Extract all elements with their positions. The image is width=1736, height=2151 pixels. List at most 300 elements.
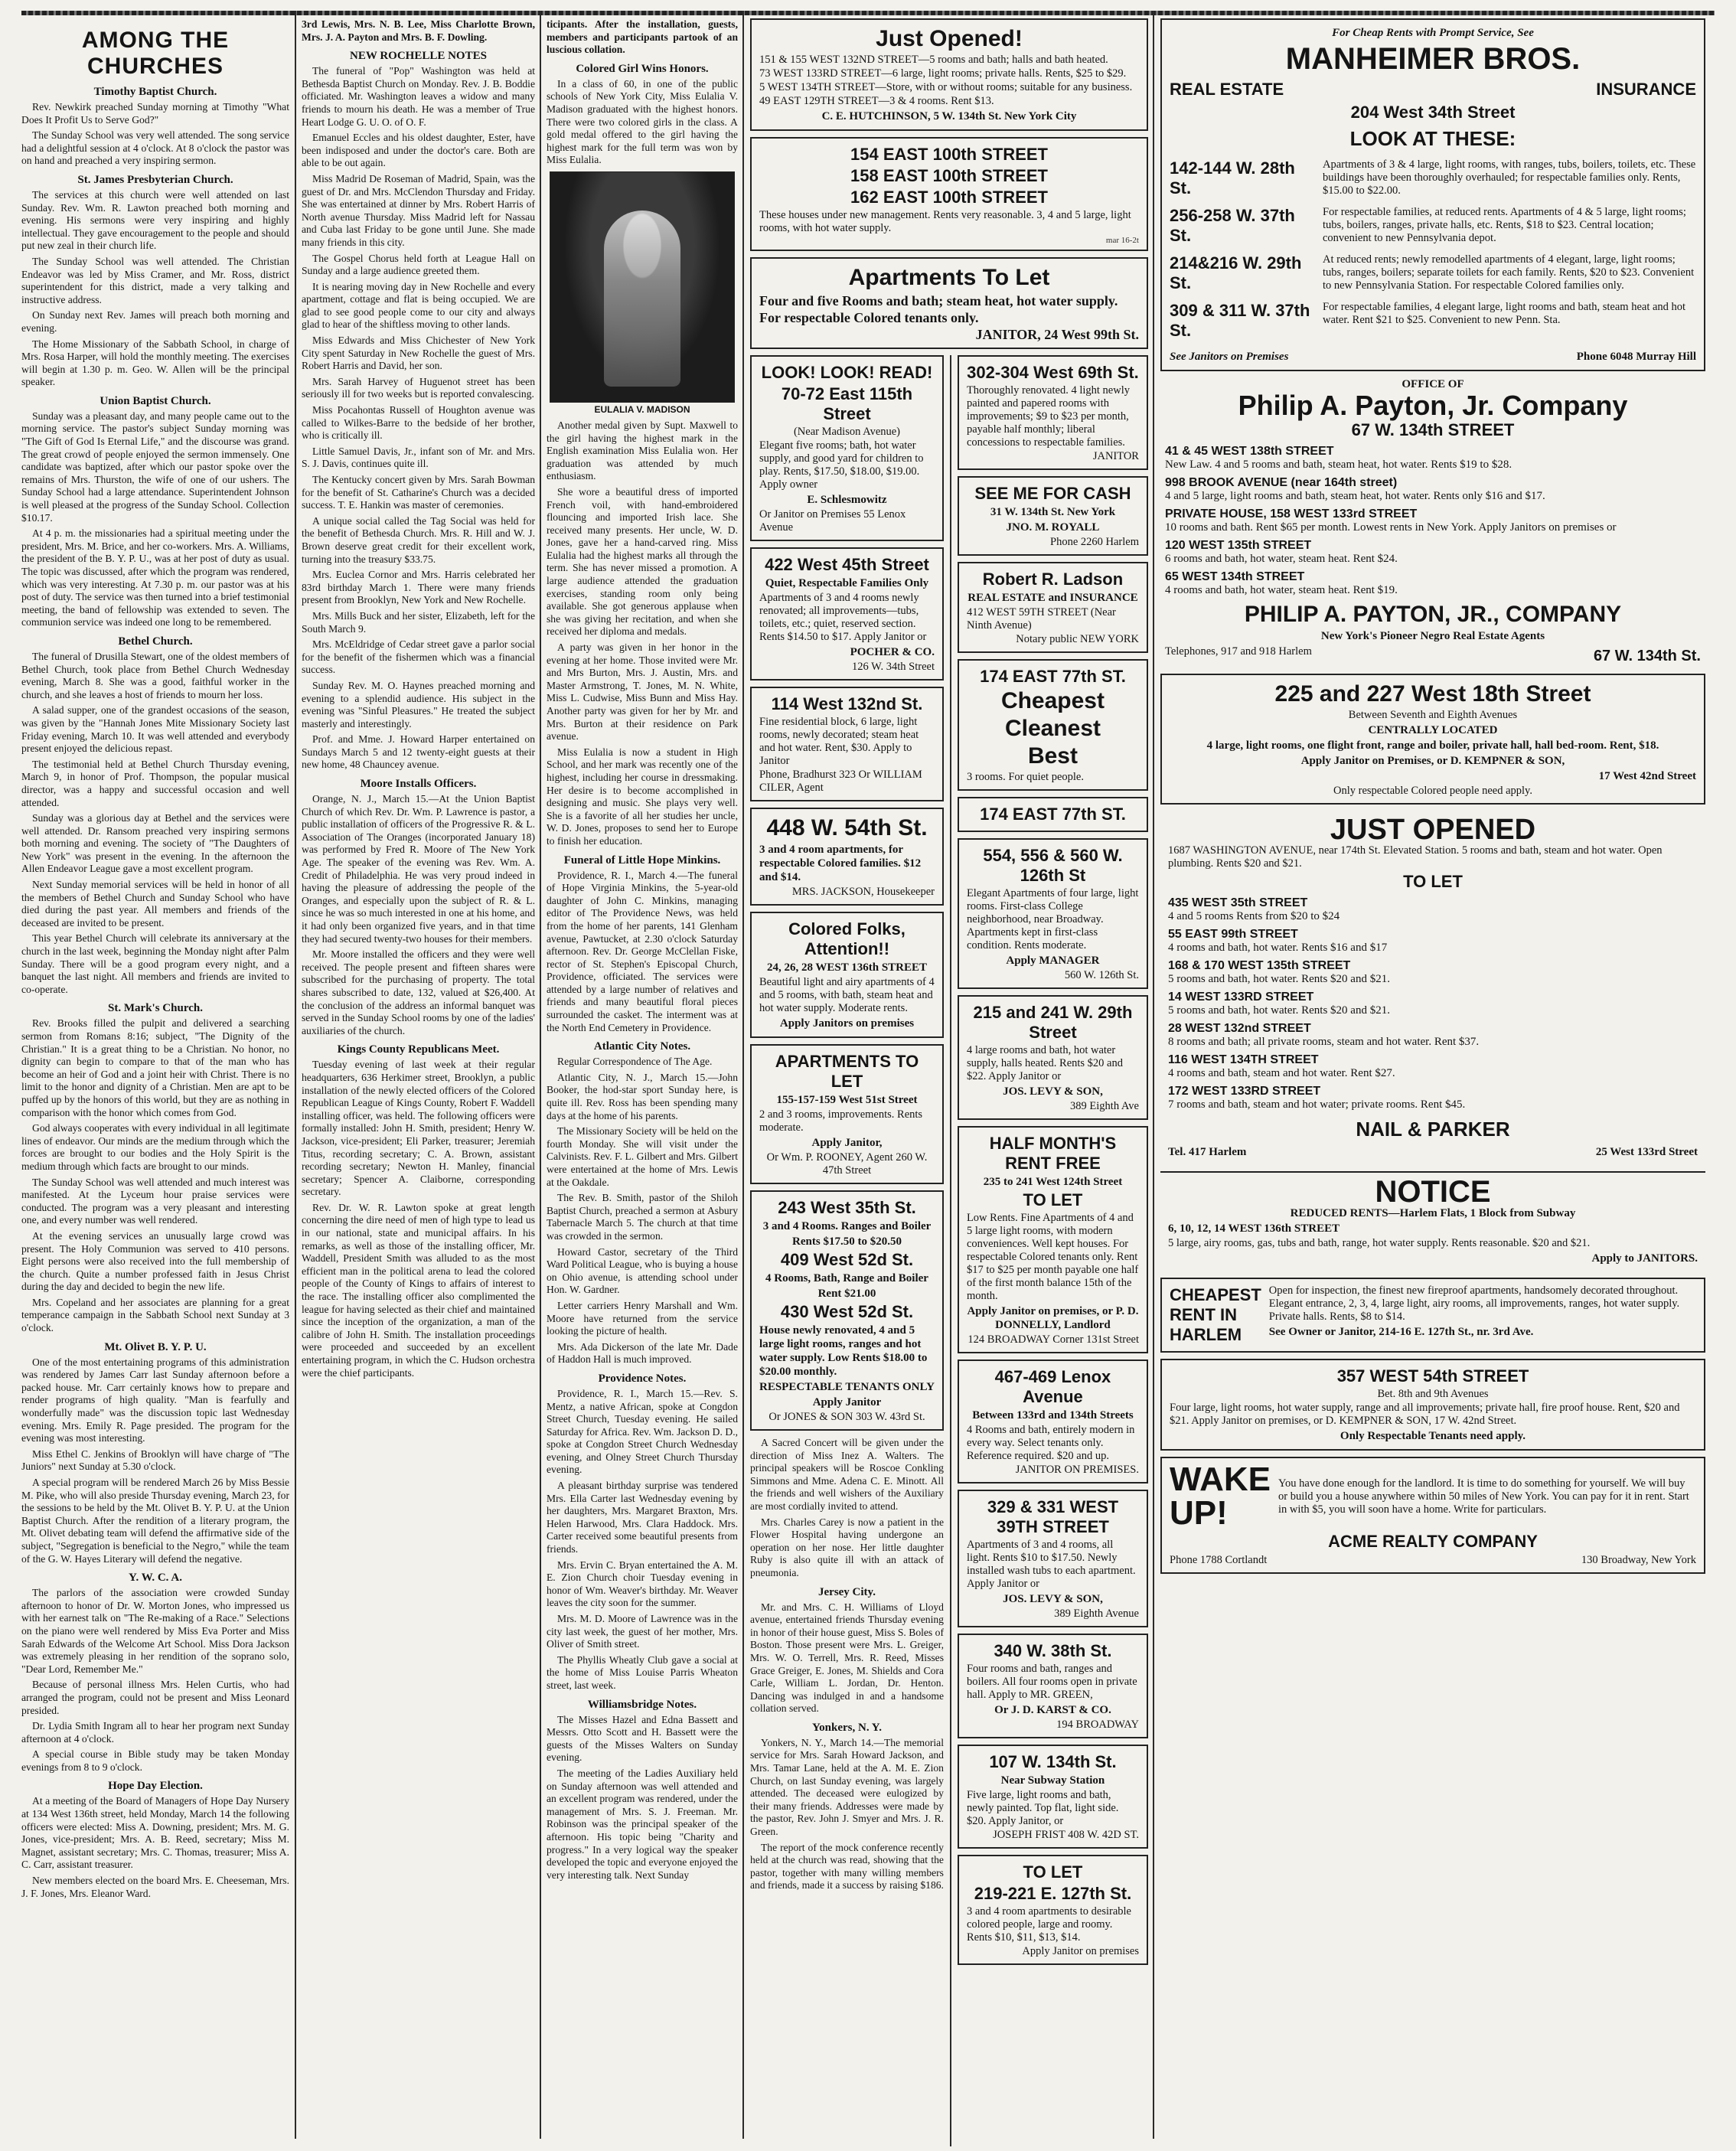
ad-text: These houses under new management. Rents very reasonable. 3, 4 and 5 large, light rooms, with hot water supply.: [759, 209, 1131, 234]
ad-subtext: 24, 26, 28 WEST 136th STREET: [766, 961, 928, 974]
ad-footer: 194 BROADWAY: [1056, 1719, 1139, 1731]
ad-ad12: [958, 1745, 1148, 1849]
ad-text: Beautiful light and airy apartments of 4 and 5 rooms, with bath, steam heat and hot water supply. Moderate rents.: [759, 976, 935, 1014]
ad-listing-line: 243 West 35th St.: [778, 1198, 916, 1217]
ad-heading: PHILIP A. PAYTON, JR., COMPANY: [1244, 602, 1622, 627]
ad-footer: Only Respectable Tenants need apply.: [1340, 1430, 1526, 1442]
article-paragraph: This year Bethel Church will celebrate its anniversary at the church in the last week, beginning the Monday night after Palm Sunday. There will be a good program every night, and a banquet the last night. All members and friends are invited to co-operate.: [21, 932, 289, 995]
article-paragraph: The Kentucky concert given by Mrs. Sarah Bowman for the benefit of St. Catharine's Church was a decided success. T. E. Hankin was master of ceremonies.: [302, 474, 535, 511]
masthead-border: [21, 11, 1715, 15]
listing-row: [1168, 1085, 1698, 1111]
listing-address: 309 & 311 W. 37th St.: [1170, 301, 1310, 340]
article-heading: Timothy Baptist Church.: [93, 86, 217, 98]
article-heading: Jersey City.: [818, 1585, 876, 1598]
ad-listing-line: Cheapest: [1000, 688, 1105, 713]
listing-address: 65 WEST 134th STREET: [1165, 570, 1305, 583]
ad-footer: 389 Eighth Ave: [1070, 1100, 1139, 1112]
ad-heading: HALF MONTH'S RENT FREE: [989, 1134, 1117, 1173]
ad-heading: 554, 556 & 560 W. 126th St: [983, 846, 1123, 885]
ad-contact: JOS. LEVY & SON,: [1003, 1593, 1103, 1605]
article-paragraph: A special course in Bible study may be taken Monday evenings from 8 to 9 o'clock.: [21, 1748, 289, 1773]
ad-text: House newly renovated, 4 and 5 large light rooms, ranges and hot water supply. Low Rents $18.00 to $20.00 monthly.: [759, 1324, 928, 1378]
ad-115th-street: [750, 355, 944, 541]
ad-just-opened: [750, 18, 1148, 131]
article-paragraph: Rev. Newkirk preached Sunday morning at Timothy "What Does It Profit Us to Serve God?": [21, 101, 289, 126]
ad-subtext: Between 133rd and 134th Streets: [972, 1409, 1134, 1421]
section-title: AMONG THE CHURCHES: [81, 28, 230, 79]
ad-listing-line: 5 WEST 134TH STREET—Store, with or without rooms; suitable for any business.: [759, 81, 1133, 93]
column-ads-c: [1160, 18, 1705, 2146]
ad-51st-street: [750, 1044, 944, 1184]
article-heading: Bethel Church.: [118, 635, 193, 648]
ad-ad11: [958, 1634, 1148, 1738]
ad-text: 4 Rooms and bath, entirely modern in every way. Select tenants only. Reference required. $20 and up.: [966, 1424, 1135, 1462]
ad-text: You have done enough for the landlord. It is time to do something for yourself. We will buy or build you a house anywhere within 50 miles of New York. You can pay for it in rent. Start in with $5, you will soon have a home. Write for particulars.: [1278, 1477, 1689, 1516]
article-paragraph: Mrs. McEldridge of Cedar street gave a parlor social for the benefit of the fishermen which was a financial success.: [302, 638, 535, 676]
article-paragraph: A pleasant birthday surprise was tendered Mrs. Ella Carter last Wednesday evening by her daughters, Mrs. Margaret Braxton, Mrs. Helen Harwood, Mrs. Clara Haddock. Mrs. Carter received some beautiful presents from friends.: [547, 1480, 738, 1555]
article-paragraph: A unique social called the Tag Social was held for the benefit of Bethesda Church. Mrs. R. Hill and W. J. Brown deserve great credit for their excellent work, turning into the treasury $33.75.: [302, 514, 535, 565]
ad-subheading: 219-221 E. 127th St.: [974, 1884, 1132, 1903]
ad-subtext: Quiet, Respectable Families Only: [765, 577, 929, 589]
ad-contact: Apply Janitor: [812, 1396, 882, 1408]
ad-357-54th-street: [1160, 1359, 1705, 1451]
ad-subtext: INSURANCE: [1596, 80, 1696, 99]
ad-contact: JNO. M. ROYALL: [1006, 521, 1100, 534]
ad-100th-street: [750, 137, 1148, 251]
photo-caption: EULALIA V. MADISON: [594, 403, 690, 415]
column-girl-honors: [547, 18, 738, 2146]
ad-address: 17 West 42nd Street: [1598, 770, 1696, 782]
listing-address: 435 WEST 35th STREET: [1168, 896, 1308, 909]
article-paragraph: Emanuel Eccles and his oldest daughter, Ester, have been indisposed and under the doctor's care. Both are able to be out again.: [302, 132, 535, 169]
ad-heading: APARTMENTS TO LET: [775, 1052, 919, 1091]
column-new-rochelle: [302, 18, 535, 2146]
listing-description: For respectable families, at reduced rents. Apartments of 4 & 5 large, light rooms; tubs, boilers, ranges, private halls, etc. Rents, $18 to $23. Central location; convenient to new Pennsylvania depot.: [1323, 206, 1686, 244]
article-heading: Mt. Olivet B. Y. P. U.: [104, 1340, 207, 1353]
ad-text: Four and five Rooms and bath; steam heat, hot water supply. For respectable Colored tenants only.: [759, 293, 1118, 325]
article-paragraph: Rev. Dr. W. R. Lawton spoke at great length concerning the dire need of men of high type to lead us in our national, state and municipal affairs. In his remarks, as well as those of the installing officer, Mr. Waddell, President Smith was alluded to as the most efficient man in the political arena to lead the colored people of the County of Kings to affairs of interest to the race. The installing officer also complimented the league for having selected as their chief and maintained since the inception of the organization, a man of the calibre of John H. Smith. The installation proceedings were proceeded and succeeded by an excellent entertaining program, in which the C. Hudson orchestra were the chief participants.: [302, 1201, 535, 1379]
ad-ad8: [958, 1126, 1148, 1353]
ad-tagline: New York's Pioneer Negro Real Estate Agents: [1320, 630, 1545, 642]
ad-contact: Apply Janitor,: [811, 1137, 883, 1149]
ad-apartments-to-let: [750, 257, 1148, 349]
listing-address: 172 WEST 133RD STREET: [1168, 1085, 1321, 1098]
ad-address: 67 W. 134th St.: [1593, 648, 1701, 664]
ad-ad4: [958, 659, 1148, 791]
listing-description: Apartments of 3 & 4 large, light rooms, with ranges, tubs, boilers, toilets, etc. These buildings have been thoroughly overhauled; for respectable families only. Rents, $15.00 to $22.00.: [1323, 158, 1696, 197]
article-paragraph: Providence, R. I., March 4.—The funeral of Hope Virginia Minkins, the 5-year-old daughter of John C. Minkins, managing editor of The Providence News, was held from the home of her parents, 141 Glenham avenue, Pawtucket, at 2.30 o'clock Saturday afternoon. Rev. Dr. George McClellan Fiske, rector of St. Stephen's Episcopal Church, Providence, officiated. The services were attended by a large number of relatives and friends and many beautiful floral pieces surrounded the casket. The interment was at the North End Cemetery in Providence.: [547, 869, 738, 1033]
listing-description: 4 rooms and bath, hot water, steam heat. Rent $19.: [1165, 584, 1398, 596]
ad-text: 4 large rooms and bath, hot water supply, halls heated. Rents $20 and $22. Apply Janitor or: [966, 1044, 1123, 1082]
ad-listing-line: 430 West 52d St.: [780, 1302, 914, 1321]
ad-18th-street: [1160, 674, 1705, 805]
ad-subtext: CENTRALLY LOCATED: [1368, 724, 1498, 736]
listing-address: 142-144 W. 28th St.: [1170, 158, 1295, 197]
article-paragraph: Mrs. Euclea Cornor and Mrs. Harris celebrated her 83rd birthday March 1. There were many friends present from Brooklyn, New York and New Rochelle.: [302, 569, 535, 606]
ad-wake-up: [1160, 1457, 1705, 1574]
listing-row: [1165, 508, 1701, 534]
ad-listing-line: 151 & 155 WEST 132ND STREET—5 rooms and bath; halls and bath heated.: [759, 54, 1108, 66]
article-paragraph: Regular Correspondence of The Age.: [557, 1056, 713, 1068]
ad-phone: Phone 6048 Murray Hill: [1576, 351, 1696, 363]
listing-address: 55 EAST 99th STREET: [1168, 928, 1298, 941]
article-heading: Moore Installs Officers.: [360, 778, 477, 791]
ad-text: Open for inspection, the finest new fireproof apartments, handsomely decorated throughout. Elegant entrance, 2, 3, 4, large light, airy rooms, all improvements, ranges, hot water supply. Private halls. Rents, $8 to $14.: [1268, 1284, 1680, 1323]
ad-54th-street: [750, 808, 944, 906]
article-paragraph: Sunday was a glorious day at Bethel and the services were well attended. Dr. Ransom preached very inspiring sermons both morning and evening. The society of "The Daughters of New York" was present in the evening. In the afternoon the Allen Endeavor League gave a most excellent program.: [21, 812, 289, 875]
article-paragraph: At 4 p. m. the missionaries had a spiritual meeting under the president, Mrs. M. Brice, and her co-workers. Mrs. A. Williams, the president of the B. Y. P. U., was at her post of duty as usual. The topic was discussed, after which the program was rendered, which was very interesting. At 7.30 p. m. our pastor was at his post of duty. The service was then turned into a brief testimonial meeting, the band of fellowship was extended to seven. The communion service was indeed one long to be remembered.: [21, 527, 289, 628]
article-paragraph: One of the most entertaining programs of this administration was rendered by James Carr last Sunday afternoon before a packed house. Mr. Carr certainly knows how to prepare and render programs of high quality. "Man is fearfully and wonderfully made" was the discussion topic last Wednesday evening. Mrs. Emily R. Page presided. The program for the evening was most interesting.: [21, 1356, 289, 1444]
ad-contact: NAIL & PARKER: [1356, 1118, 1510, 1141]
article-paragraph: Mrs. Ada Dickerson of the late Mr. Dade of Haddon Hall is much improved.: [547, 1340, 738, 1366]
listing-description: 4 and 5 rooms Rents from $20 to $24: [1168, 910, 1340, 922]
ad-footer: 124 BROADWAY Corner 131st Street: [968, 1333, 1139, 1346]
ad-footer: MRS. JACKSON, Housekeeper: [791, 886, 935, 898]
article-heading: NEW ROCHELLE NOTES: [350, 50, 487, 63]
listing-row: [1165, 445, 1701, 472]
ad-subtext: 155-157-159 West 51st Street: [776, 1094, 918, 1106]
ad-text: Apartments of 3 and 4 rooms newly renovated; all improvements—tubs, toilets, etc.; quiet, reserved section. Rents $14.50 to $17. Apply Janitor or: [759, 592, 927, 643]
listing-address: 168 & 170 WEST 135th STREET: [1168, 959, 1351, 972]
ad-heading: 174 EAST 77th ST.: [980, 805, 1126, 824]
article-paragraph: Sunday Rev. M. O. Haynes preached morning and evening to a splendid audience. His subject in the evening was "Sinful Pleasures." He treated the subject masterly and interestingly.: [302, 679, 535, 730]
intro-text: 3rd Lewis, Mrs. N. B. Lee, Miss Charlotte Brown, Mrs. J. A. Payton and Mrs. B. F. Dowling.: [302, 18, 535, 43]
ad-tagline: For Cheap Rents with Prompt Service, See: [1332, 27, 1534, 39]
article-paragraph: Another medal given by Supt. Maxwell to the girl having the highest mark in the English examination Miss Eulalia won. Her graduation was attended by much enthusiasm.: [547, 419, 738, 482]
listing-row: [1168, 959, 1698, 986]
article-paragraph: Miss Eulalia is now a student in High School, and her mark was recently one of the highest, including her course in dressmaking. Her desire is to become accomplished in designing and music. She plays very well. She is a favorite of all her studies her uncle, W. D. Jones, proposes to send her to Europe to finish her education.: [547, 746, 738, 847]
article-paragraph: Next Sunday memorial services will be held in honor of all the members of Bethel Church and Sunday School who have died during the past year. All members and friends of the deceased are invited to be present.: [21, 879, 289, 929]
listing-address: 256-258 W. 37th St.: [1170, 206, 1295, 245]
ad-footer: Only respectable Colored people need apply.: [1333, 785, 1532, 797]
ad-phone: Phone 1788 Cortlandt: [1170, 1554, 1268, 1566]
ad-nail-parker: [1160, 811, 1705, 1165]
ad-ad2: [958, 476, 1148, 556]
ad-contact: JOS. LEVY & SON,: [1003, 1085, 1103, 1098]
ad-address: 70-72 East 115th Street: [781, 384, 913, 423]
article-paragraph: The Rev. B. Smith, pastor of the Shiloh Baptist Church, preached a sermon at Asbury Tabernacle March 5. The church at that time was crowded in the sermon.: [547, 1192, 738, 1242]
article-heading: St. James Presbyterian Church.: [77, 173, 233, 186]
column-rule: [950, 355, 951, 2146]
ad-132nd-street: [750, 687, 944, 801]
newspaper-page: [21, 11, 1715, 2139]
listing-row: [1165, 539, 1701, 566]
article-heading: Atlantic City Notes.: [593, 1040, 691, 1053]
article-paragraph: The report of the mock conference recently held at the church was read, showing that the pastor, together with many willing members and friends, made it a success by raising $186.: [750, 1841, 944, 1892]
ad-listing-line: 4 Rooms, Bath, Range and Boiler: [765, 1272, 928, 1284]
listing-description: 6 rooms and bath, hot water, steam heat. Rent $24.: [1165, 553, 1398, 565]
ad-heading: Robert R. Ladson: [982, 570, 1124, 589]
article-paragraph: In a class of 60, in one of the public schools of New York City, Miss Eulalia V. Madison graduated with the highest honors. There were two colored girls in the class. A gold medal offered to the girl having the highest mark for the full term was won by Miss Eulalia.: [547, 77, 738, 166]
ad-address: 6, 10, 12, 14 WEST 136th STREET: [1168, 1222, 1340, 1235]
column-ads-b: [958, 355, 1148, 2146]
listing-row: [1168, 928, 1698, 955]
ad-heading: 340 W. 38th St.: [994, 1641, 1112, 1660]
ad-ad5: [958, 797, 1148, 832]
ad-contact: E. Schlesmowitz: [807, 494, 887, 506]
listing-description: 5 rooms and bath, hot water. Rents $20 and $21.: [1168, 1004, 1390, 1017]
ad-footer: 389 Eighth Avenue: [1054, 1608, 1139, 1620]
listing-row: [1168, 991, 1698, 1017]
ad-heading: Colored Folks, Attention!!: [788, 919, 906, 958]
ad-footer: Phone 2260 Harlem: [1050, 536, 1139, 548]
ad-colored-folks: [750, 912, 944, 1038]
ad-subtext: REDUCED RENTS—Harlem Flats, 1 Block from Subway: [1290, 1207, 1576, 1219]
listing-description: 8 rooms and bath; all private rooms, steam and hot water. Rent $37.: [1168, 1036, 1480, 1048]
ad-code: mar 16-2t: [1105, 236, 1139, 245]
ad-address: 154 EAST 100th STREET: [850, 145, 1048, 164]
article-heading: Funeral of Little Hope Minkins.: [563, 854, 721, 867]
ad-footer: JANITOR ON PREMISES.: [1015, 1464, 1139, 1476]
listing-address: 116 WEST 134TH STREET: [1168, 1053, 1319, 1066]
listing-address: 998 BROOK AVENUE (near 164th street): [1165, 476, 1398, 489]
ad-heading: JUST OPENED: [1330, 814, 1536, 846]
ad-subtext: RESPECTABLE TENANTS ONLY: [759, 1381, 935, 1393]
listing-row: [1168, 896, 1698, 923]
article-paragraph: Miss Pocahontas Russell of Houghton avenue was called to Wilkes-Barre to the bedside of her brother, who is critically ill.: [302, 404, 535, 442]
ad-heading: 357 WEST 54th STREET: [1336, 1366, 1529, 1386]
article-paragraph: Rev. Brooks filled the pulpit and delivered a searching sermon from Romans 8:16; subject, "The Dignity of the Christian." It is a great thing to be a Christian. No honor, no dignity can begin to compare to that of the man who has become an heir of God and a joint heir with Christ. There is no limit to the honor and dignity of a Christian. Men are apt to be puffed up by the honors of this world, but they are as nothing in comparison with the honor which comes from God.: [21, 1017, 289, 1118]
article-paragraph: Mrs. Charles Carey is now a patient in the Flower Hospital having undergone an operation on her nose. Her little daughter Ruby is also quite ill with an attack of pneumonia.: [750, 1516, 944, 1578]
ad-listing-line: 73 WEST 133RD STREET—6 large, light rooms; private halls. Rents, $25 to $29.: [759, 67, 1127, 80]
column-rule: [540, 11, 541, 2139]
article-paragraph: A party was given in her honor in the evening at her home. Those invited were Mr. and Mrs Burton, Mrs. J. Austin, Mrs. and Master Armstrong, T. Jones, M. N. White, Miss L. Cudwise, Miss Bunn and Miss Hay. Another party was given for her by Mr. and Mrs. Burton at their residence on Park avenue.: [547, 641, 738, 743]
ad-text: Apartments of 3 and 4 rooms, all light. Rents $10 to $17.50. Newly installed wash tubs to each apartment. Apply Janitor or: [966, 1539, 1136, 1590]
ad-heading: 302-304 West 69th St.: [967, 363, 1139, 382]
ad-heading: WAKE UP!: [1170, 1461, 1271, 1532]
ad-heading: 215 and 241 W. 29th Street: [973, 1003, 1133, 1042]
ad-footer: Phone, Bradhurst 323 Or WILLIAM CILER, Agent: [759, 769, 922, 794]
article-paragraph: The parlors of the association were crowded Sunday afternoon to honor of Dr. W. Morton Jones, who impressed us with her earnest talk on "The Re-making of a Race." Selections on the piano were well rendered by Miss Eva Porter and Miss Sarah Edwards of the Welcome Art School. Miss Dora Jackson was extremely pleasing in her rendition of the soprano solo, "Dear Lord, Remember Me.": [21, 1587, 289, 1675]
ad-heading: 329 & 331 WEST 39TH STREET: [987, 1497, 1119, 1536]
listing-address: 28 WEST 132nd STREET: [1168, 1022, 1311, 1035]
ad-listing-line: 174 EAST 77th ST.: [980, 667, 1126, 686]
column-ads-a: [750, 18, 1148, 2146]
ad-ad3: [958, 562, 1148, 653]
ad-text: Elegant five rooms; bath, hot water supply, and good yard for children to play. Rents, $17.50, $18.00, $19.00. Apply owner: [759, 439, 924, 491]
ad-contact: Apply MANAGER: [1006, 955, 1100, 967]
ad-contact: ACME REALTY COMPANY: [1328, 1532, 1538, 1551]
article-paragraph: The Home Missionary of the Sabbath School, in charge of Mrs. Rosa Harper, will hold the monthly meeting. The exercises will begin at 1.30 p. m. Geo. W. Allen will be the principal speaker.: [21, 338, 289, 388]
article-paragraph: Mrs. Sarah Harvey of Huguenot street has been seriously ill for two weeks but is reported convalescing.: [302, 375, 535, 400]
article-paragraph: Providence, R. I., March 15.—Rev. S. Mentz, a native African, spoke at Congdon Street Church, Tuesday evening. He sailed Saturday for Africa. Rev. Wm. Jackson D. D., spoke at Congdon Street Church Wednesday evening, and Olney Street Church Thursday evening.: [547, 1387, 738, 1476]
column-rule: [742, 11, 744, 2139]
ad-ad13: [958, 1855, 1148, 1965]
article-paragraph: At the evening services an unusually large crowd was present. The Holy Communion was served to 410 persons. Eight persons were also received into the full membership of the church. Quite a number professed faith in Jesus Christ during the day and decided to begin the new life.: [21, 1229, 289, 1293]
ad-footer: Or Wm. P. ROONEY, Agent 260 W. 47th Street: [766, 1151, 928, 1177]
ad-footer: Apply Janitor on premises: [1022, 1945, 1139, 1957]
ad-text: Five large, light rooms and bath, newly painted. Top flat, light side. $20. Apply Janitor, or: [966, 1789, 1119, 1827]
listing-description: 4 rooms and bath, steam and hot water. Rent $27.: [1168, 1067, 1395, 1079]
ad-listing-line: Best: [1027, 743, 1078, 769]
article-heading: Union Baptist Church.: [100, 394, 211, 407]
column-rule: [295, 11, 296, 2139]
listing-description: 10 rooms and bath. Rent $65 per month. Lowest rents in New York. Apply Janitors on premises or: [1165, 521, 1617, 534]
ad-subtext: REAL ESTATE and INSURANCE: [968, 592, 1138, 604]
ad-contact: Apply Janitor on premises, or P. D. DONNELLY, Landlord: [967, 1305, 1139, 1331]
ad-subtext: Between Seventh and Eighth Avenues: [1348, 709, 1518, 721]
ad-address: 67 W. 134th STREET: [1351, 420, 1515, 439]
ad-subheading: LOOK AT THESE:: [1349, 127, 1516, 150]
ad-footer: JANITOR, 24 West 99th St.: [975, 327, 1139, 342]
listing-description: New Law. 4 and 5 rooms and bath, steam heat, hot water. Rents $19 to $28.: [1165, 459, 1512, 471]
ad-text: Elegant Apartments of four large, light rooms. First-class College neighborhood, near Broadway. Apartments kept in first-class condition. Rents moderate.: [966, 887, 1139, 951]
ad-text: Thoroughly renovated. 4 light newly painted and papered rooms with improvements; $9 to $23 per month, payable half monthly; liberal concessions to respectable families.: [966, 384, 1130, 449]
ad-subheading: TO LET: [1403, 872, 1463, 891]
ad-heading: CHEAPEST RENT IN HARLEM: [1170, 1285, 1261, 1344]
article-heading: Hope Day Election.: [108, 1780, 203, 1793]
ad-notice: [1160, 1171, 1705, 1271]
article-paragraph: At a meeting of the Board of Managers of Hope Day Nursery at 134 West 136th street, held Monday, March 14 the following officers were elected: Miss A. Downing, president; Mrs. M. G. Jones, vice-president; Mrs. A. B. Reed, secretary; Miss M. Magnet, assistant secretary; Mrs. C. Thomas, treasurer; Miss A. C. Carr, assistant treasurer.: [21, 1795, 289, 1871]
ad-text: 1687 WASHINGTON AVENUE, near 174th St. Elevated Station. 5 rooms and bath, steam and hot water. Open plumbing. Rents $20 and $21.: [1168, 844, 1663, 870]
ad-text: 412 WEST 59TH STREET (Near Ninth Avenue): [966, 606, 1116, 632]
article-paragraph: New members elected on the board Mrs. E. Cheeseman, Mrs. J. F. Jones, Mrs. Eleanor Ward.: [21, 1875, 289, 1899]
article-paragraph: It is nearing moving day in New Rochelle and every apartment, cottage and flat is being occupied. We are glad to see good people come to our city and always glad to hear of the shiftless moving to other lands.: [302, 280, 535, 331]
listing-address: PRIVATE HOUSE, 158 WEST 133rd STREET: [1165, 508, 1418, 521]
listing-description: 5 rooms and bath, hot water. Rents $20 and $21.: [1168, 973, 1390, 985]
listing-row: [1168, 1022, 1698, 1049]
ad-ad6: [958, 838, 1148, 989]
listing-address: 41 & 45 WEST 138th STREET: [1165, 445, 1334, 458]
ad-subtext: OFFICE OF: [1402, 378, 1464, 390]
ad-heading: Apartments To Let: [848, 265, 1050, 290]
article-heading: Colored Girl Wins Honors.: [576, 62, 709, 75]
ad-footer: 126 W. 34th Street: [852, 661, 935, 673]
intro-text: ticipants. After the installation, guests, members and participants partook of an luscious collation.: [547, 18, 738, 56]
article-paragraph: The Misses Hazel and Edna Bassett and Messrs. Otto Scott and H. Bassett were the guests of the Misses Walters on Sunday evening.: [547, 1713, 738, 1764]
ad-address: 204 West 34th Street: [1350, 103, 1516, 122]
ad-heading: NOTICE: [1375, 1175, 1491, 1209]
ad-address: 130 Broadway, New York: [1581, 1554, 1696, 1566]
ad-subtext: (Near Madison Avenue): [793, 426, 901, 438]
ad-manheimer-bros: [1160, 18, 1705, 371]
ad-heading: 114 West 132nd St.: [771, 694, 923, 713]
ad-text: 3 and 4 room apartments to desirable colored people, large and roomy. Rents $10, $11, $13, $14.: [966, 1905, 1131, 1944]
ad-subtext: 31 W. 134th St. New York: [990, 506, 1116, 518]
ad-ad10: [958, 1490, 1148, 1627]
article-paragraph: The Sunday School was well attended. The Christian Endeavor was led by Miss Cramer, and Mr. Ross, district superintendent for this district, made a very talking and instructive address.: [21, 255, 289, 305]
article-paragraph: The Gospel Chorus held forth at League Hall on Sunday and a large audience greeted them.: [302, 252, 535, 277]
ad-contact: Apply Janitor on Premises, or D. KEMPNER & SON,: [1300, 755, 1565, 767]
article-paragraph: Because of personal illness Mrs. Helen Curtis, who had arranged the program, could not be present and Miss Leonard presided.: [21, 1679, 289, 1716]
article-paragraph: Prof. and Mme. J. Howard Harper entertained on Sundays March 5 and 12 twenty-eight guests at their new home, 48 Chauncey avenue.: [302, 733, 535, 771]
ad-subtext: Bet. 8th and 9th Avenues: [1377, 1388, 1489, 1400]
article-paragraph: Howard Castor, secretary of the Third Ward Political League, who is buying a house on Ohio avenue, is attending school under Hon. W. Gardner.: [547, 1245, 738, 1296]
ad-address: 162 EAST 100th STREET: [850, 188, 1048, 207]
ad-text: Four rooms and bath, ranges and boilers. All four rooms open in private hall. Apply to MR. GREEN,: [966, 1663, 1137, 1701]
ad-subheading: TO LET: [1023, 1190, 1083, 1209]
article-paragraph: The Sunday School was well attended and much interest was manifested. At the Lyceum hour praise services were conducted. The program was a very pleasant and interesting one, and every number was well rendered.: [21, 1176, 289, 1226]
article-heading: St. Mark's Church.: [108, 1002, 203, 1015]
listing-description: 4 rooms and bath, hot water. Rents $16 and $17: [1168, 942, 1388, 954]
column-rule: [1153, 11, 1154, 2139]
article-paragraph: Dr. Lydia Smith Ingram all to hear her program next Sunday afternoon at 4 o'clock.: [21, 1720, 289, 1745]
article-paragraph: Mr. Moore installed the officers and they were well received. The people present and fifteen shares were subscribed for the purchasing of property. The total shares subscribed to date, 132, valued at $26,400. At the conclusion of the address an informal banquet was served in the Sunday School rooms by one of the ladies' auxiliaries of the church.: [302, 948, 535, 1036]
listing-address: 120 WEST 135th STREET: [1165, 539, 1312, 552]
listing-description: 7 rooms and bath, steam and hot water; private rooms. Rent $45.: [1168, 1098, 1466, 1111]
ad-contact: POCHER & CO.: [850, 646, 935, 658]
article-paragraph: A special program will be rendered March 26 by Miss Bessie M. Pike, who will also preside Thursday evening, March 23, for the sessions to be held by the Mt. Olivet B. Y. P. U. at the Union Baptist Church. After the rendition of a literary program, the Mt. Olivet debating team will defend the affirmative side of the subject, "Segregation is beneficial to the Negro," while the team of the G. W. Hayes Literary will defend the negative.: [21, 1477, 289, 1565]
ad-address: 158 EAST 100th STREET: [850, 166, 1048, 185]
ad-footer: See Janitors on Premises: [1170, 351, 1289, 363]
portrait-photo: [550, 171, 735, 403]
ad-heading: 467-469 Lenox Avenue: [994, 1367, 1111, 1406]
listing-row: [1170, 301, 1696, 341]
ad-text: 4 large, light rooms, one flight front, range and boiler, private hall, hall bed-room. Rent, $18.: [1206, 739, 1659, 752]
article-paragraph: Mrs. M. D. Moore of Lawrence was in the city last week, the guest of her mother, Mrs. Oliver of Smith street.: [547, 1613, 738, 1650]
ad-footer: JANITOR: [1092, 450, 1139, 462]
ad-payton: [1160, 377, 1705, 667]
article-paragraph: The meeting of the Ladies Auxiliary held on Sunday afternoon was well attended and an excellent program was rendered, under the management of Mrs. S. J. Freeman. Mr. Robinson was the principal speaker of the afternoon. His topic being "Charity and progress." In a very logical way the speaker developed the topic and everyone enjoyed the very interesting talk. Next Sunday: [547, 1767, 738, 1881]
article-heading: Providence Notes.: [598, 1372, 687, 1385]
article-paragraph: Mrs. Ervin C. Bryan entertained the A. M. E. Zion Church choir Tuesday evening in honor of Wm. Weaver's birthday. Mr. Weaver leaves the city soon for the summer.: [547, 1559, 738, 1609]
article-paragraph: Letter carriers Henry Marshall and Wm. Moore have returned from the service looking the picture of health.: [547, 1299, 738, 1337]
ad-footer: See Owner or Janitor, 214-16 E. 127th St., nr. 3rd Ave.: [1268, 1326, 1534, 1338]
ad-text: Fine residential block, 6 large, light rooms, newly decorated; steam heat and hot water. Rent, $30. Apply to Janitor: [759, 716, 919, 767]
ad-subtext: Near Subway Station: [1000, 1774, 1105, 1787]
article-paragraph: Miss Madrid De Roseman of Madrid, Spain, was the guest of Dr. and Mrs. McClendon Thursday and Friday. She was entertained at dinner by Mrs. Robert Harris of North avenue Thursday. Miss Madrid left for Nassau and Cuba last Friday to be gone until June. She made many friends in this city.: [302, 172, 535, 248]
ad-subtext: REAL ESTATE: [1170, 80, 1284, 99]
article-paragraph: The Phyllis Wheatly Club gave a social at the home of Miss Louise Parris Wheaton street, last week.: [547, 1653, 738, 1691]
ad-footer: Apply to JANITORS.: [1591, 1252, 1698, 1265]
ad-heading: 225 and 227 West 18th Street: [1274, 681, 1591, 707]
ad-footer: Or JONES & SON 303 W. 43rd St.: [768, 1411, 925, 1423]
article-paragraph: Tuesday evening of last week at their regular headquarters, 636 Herkimer street, Brooklyn, a public installation of the newly elected officers of the Colored Republican League of Kings County, Robert F. Waddell installing officer, was held. The following officers were formally installed: John H. Smith, president; Henry W. Jackson, vice-president; Eli Parker, treasurer; Jeremiah Titus, recording secretary; C. A. Brown, assistant recording secretary; Newton H. Manley, financial secretary; Spencer A. Claiborne, corresponding secretary.: [302, 1059, 535, 1198]
article-heading: Kings County Republicans Meet.: [337, 1043, 500, 1056]
ad-heading: LOOK! LOOK! READ!: [761, 363, 933, 382]
article-paragraph: The Sunday School was very well attended. The song service had a delightful session at 4 o'clock. At 8 o'clock the pastor was on hand and preached a very inspiring sermon.: [21, 129, 289, 167]
article-paragraph: The funeral of Drusilla Stewart, one of the oldest members of Bethel Church, took place from Bethel Church Wednesday evening, March 8. She was a good, faithful worker in the church, and she leaves a host of friends to mourn her loss.: [21, 650, 289, 700]
ad-text: 3 rooms. For quiet people.: [966, 771, 1084, 783]
listing-description: 4 and 5 large, light rooms and bath, steam heat, hot water. Rents only $16 and $17.: [1165, 490, 1545, 502]
article-paragraph: Orange, N. J., March 15.—At the Union Baptist Church of which Rev. Dr. Wm. P. Lawrence is pastor, a public installation of officers of the Progressive R. & L. Association of The Oranges (incorporated January 18) was performed by Fred R. Moore of The New York Age. The speaker of the evening was Rev. Wm. A. Credit of Philadelphia. He was very proud indeed in having the pleasure of addressing the people of the Oranges, and especially upon the subject of R. & L. since he was so much interested in one at his home, and it had only been organized five years, and in that time they had secured twenty-two houses for their members.: [302, 793, 535, 945]
article-paragraph: Mr. and Mrs. C. H. Williams of Lloyd avenue, entertained friends Thursday evening in honor of their house guest, Miss S. Boles of Boston. Those present were Mrs. L. Greiger, Mrs. W. O. Terrell, Mrs. R. Reed, Misses Grace Greiger, E. Jones, M. Shields and Cora Carle, William L. Jordan, Dr. Henton. Dancing was indulged in and a handsome collation served.: [750, 1601, 944, 1715]
ad-45th-street: [750, 547, 944, 681]
ad-heading: SEE ME FOR CASH: [974, 484, 1131, 503]
listing-description: For respectable families, 4 elegant large, light rooms and bath, steam heat and hot water. Rent $21 to $25. Convenient to new Penn. Sta.: [1323, 301, 1686, 326]
ad-footer: Apply Janitors on premises: [779, 1017, 915, 1030]
ad-listing-line: 3 and 4 Rooms. Ranges and Boiler: [762, 1220, 932, 1232]
ad-listing-line: 409 West 52d St.: [780, 1250, 914, 1269]
article-paragraph: Mrs. Mills Buck and her sister, Elizabeth, left for the South March 9.: [302, 609, 535, 635]
ad-footer: JOSEPH FRIST 408 W. 42D ST.: [993, 1829, 1139, 1841]
ad-address: 25 West 133rd Street: [1595, 1146, 1698, 1158]
ad-footer: Or Janitor on Premises 55 Lenox Avenue: [759, 508, 906, 534]
article-paragraph: The Missionary Society will be held on the fourth Monday. She will visit under the Calvinists. Rev. F. L. Gilbert and Mrs. Gilbert were entertained at the home of Mrs. Lewis at the Oakdale.: [547, 1125, 738, 1188]
article-paragraph: The testimonial held at Bethel Church Thursday evening, March 9, in honor of Prof. Thompson, the popular musical director, was a happy and successful occasion and well attended.: [21, 758, 289, 808]
ad-heading: Philip A. Payton, Jr. Company: [1238, 390, 1628, 421]
ad-heading: MANHEIMER BROS.: [1285, 42, 1581, 76]
ad-35th-52d-street: [750, 1190, 944, 1431]
ad-listing-line: Cleanest: [1004, 716, 1101, 741]
article-paragraph: Little Samuel Davis, Jr., infant son of Mr. and Mrs. S. J. Davis, continues quite ill.: [302, 445, 535, 470]
article-paragraph: Miss Edwards and Miss Chichester of New York City spent Saturday in New Rochelle the guest of Mrs. Robert Harris and David, her son.: [302, 335, 535, 372]
article-paragraph: Yonkers, N. Y., March 14.—The memorial service for Mrs. Sarah Howard Jackson, and Mrs. Tamar Lane, held at the A. M. E. Zion Church, on last Sunday evening, was largely attended. The deceased were eulogized by their many friends. Addresses were made by the pastor, Rev. John J. Smyer and Mrs. J. R. Green.: [750, 1736, 944, 1838]
ad-listing-line: Rents $17.50 to $20.50: [792, 1235, 902, 1248]
ad-text: Four large, light rooms, hot water supply, range and all improvements; private hall, fire proof house. Rent, $20 and $21. Apply Janitor on premises, or D. KEMPNER & SON, 17 W. 42nd Street.: [1170, 1402, 1680, 1427]
ad-cheapest-rent: [1160, 1278, 1705, 1353]
article-paragraph: Miss Ethel C. Jenkins of Brooklyn will have charge of "The Juniors" next Sunday at 5.30 o'clock.: [21, 1448, 289, 1473]
listing-row: [1165, 476, 1701, 503]
column-churches: [21, 23, 289, 2151]
article-paragraph: Sunday was a pleasant day, and many people came out to the morning service. The pastor's subject Sunday morning was "The Gift of God Is Eternal Life," and the discourse was grand. The great crowd of people enjoyed the sermon immensely. One candidate was baptized, after which our pastor spoke over the remains of Mrs. Thurston, the wife of one of our ushers. The Sunday School had a large attendance. Superintendent Johnson is well pleased at the progress of the Sunday School. Collection $10.17.: [21, 410, 289, 524]
article-heading: Williamsbridge Notes.: [587, 1698, 697, 1711]
article-paragraph: The funeral of "Pop" Washington was held at Bethesda Baptist Church on Monday. Rev. J. B. Boddie officiated. Mr. Washington leaves a widow and many friends to mourn his death. He was a member of True Heart Lodge G. U. O. of O. F.: [302, 65, 535, 128]
listing-address: 14 WEST 133RD STREET: [1168, 991, 1314, 1004]
article-heading: Y. W. C. A.: [129, 1572, 182, 1585]
ad-heading: 448 W. 54th St.: [766, 815, 928, 840]
ad-text: Low Rents. Fine Apartments of 4 and 5 large light rooms, with modern conveniences. Well kept houses. For respectable Colored tenants only. Rent $17 to $25 per month payable one half of the first month balance 15th of the month.: [966, 1212, 1139, 1302]
